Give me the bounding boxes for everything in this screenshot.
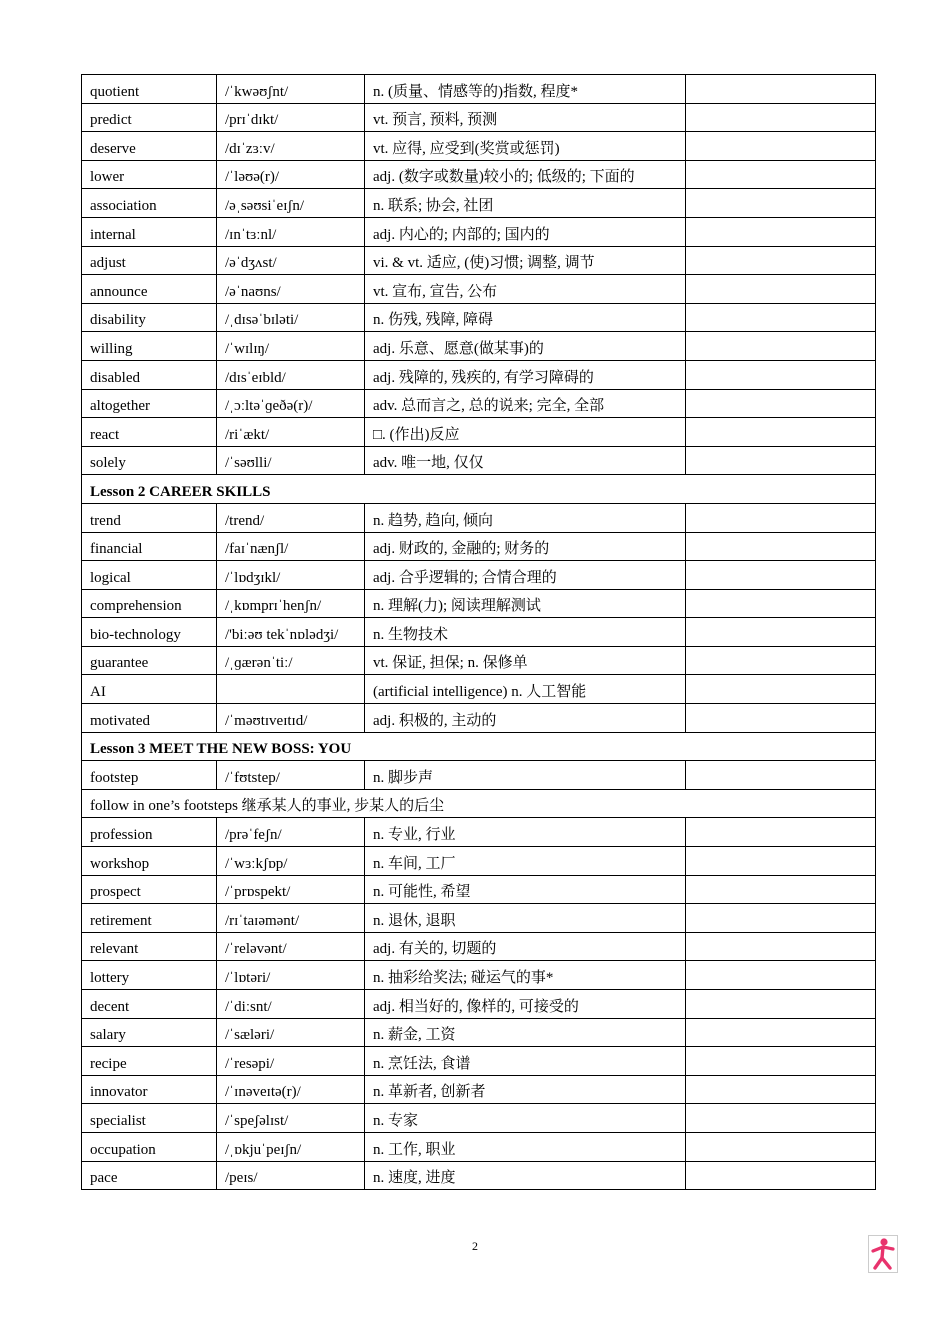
vocab-word-cell: workshop [82, 847, 217, 876]
vocab-phonetic-cell: /ˈlɒdʒɪkl/ [217, 561, 365, 590]
vocab-meaning-cell: adj. 合乎逻辑的; 合情合理的 [365, 561, 686, 590]
vocab-row [82, 503, 876, 532]
vocab-word-cell: bio-technology [82, 618, 217, 647]
vocab-row [82, 332, 876, 361]
vocab-note-cell [686, 847, 876, 876]
vocab-word-cell: occupation [82, 1132, 217, 1161]
vocab-phonetic-cell: /əˈdʒʌst/ [217, 246, 365, 275]
vocab-word-cell: adjust [82, 246, 217, 275]
vocab-word-cell: decent [82, 990, 217, 1019]
page-number: 2 [472, 1239, 478, 1253]
vocab-row [82, 904, 876, 933]
phrase-cell: follow in one’s footsteps 继承某人的事业, 步某人的后尘 [82, 789, 876, 818]
vocab-word-cell: disabled [82, 360, 217, 389]
vocab-word-cell: footstep [82, 761, 217, 790]
vocab-meaning-cell: adj. 积极的, 主动的 [365, 704, 686, 733]
vocab-row [82, 532, 876, 561]
vocab-phonetic-cell: /ˈwɜːkʃɒp/ [217, 847, 365, 876]
vocab-word-cell: profession [82, 818, 217, 847]
vocab-row [82, 160, 876, 189]
vocab-row [82, 446, 876, 475]
vocab-note-cell [686, 75, 876, 104]
vocab-phonetic-cell: /ˌɔːltəˈɡeðə(r)/ [217, 389, 365, 418]
vocab-phonetic-cell: /dɪˈzɜːv/ [217, 132, 365, 161]
vocab-note-cell [686, 990, 876, 1019]
vocab-note-cell [686, 160, 876, 189]
vocab-note-cell [686, 961, 876, 990]
vocab-row [82, 561, 876, 590]
vocab-row [82, 675, 876, 704]
vocab-row [82, 1075, 876, 1104]
vocab-word-cell: AI [82, 675, 217, 704]
vocab-phonetic-cell: /ˈlɒtəri/ [217, 961, 365, 990]
vocab-row [82, 303, 876, 332]
vocab-phonetic-cell: /ˈləʊə(r)/ [217, 160, 365, 189]
vocab-row [82, 246, 876, 275]
vocab-word-cell: guarantee [82, 646, 217, 675]
vocab-row [82, 761, 876, 790]
vocab-meaning-cell: n. 生物技术 [365, 618, 686, 647]
vocab-meaning-cell: n. 专家 [365, 1104, 686, 1133]
vocab-note-cell [686, 618, 876, 647]
vocab-meaning-cell: □. (作出)反应 [365, 418, 686, 447]
vocab-word-cell: lottery [82, 961, 217, 990]
vocab-meaning-cell: adj. 残障的, 残疾的, 有学习障碍的 [365, 360, 686, 389]
vocab-word-cell: relevant [82, 932, 217, 961]
vocab-meaning-cell: n. 革新者, 创新者 [365, 1075, 686, 1104]
vocab-phonetic-cell: /dɪsˈeɪbld/ [217, 360, 365, 389]
vocab-word-cell: react [82, 418, 217, 447]
vocab-note-cell [686, 332, 876, 361]
vocab-word-cell: innovator [82, 1075, 217, 1104]
vocab-word-cell: altogether [82, 389, 217, 418]
vocab-note-cell [686, 217, 876, 246]
vocab-phonetic-cell: /ˈprɒspekt/ [217, 875, 365, 904]
vocab-row [82, 217, 876, 246]
vocab-phonetic-cell: /ˈkwəʊʃnt/ [217, 75, 365, 104]
vocab-word-cell: logical [82, 561, 217, 590]
vocab-word-cell: recipe [82, 1047, 217, 1076]
vocab-meaning-cell: n. 车间, 工厂 [365, 847, 686, 876]
vocab-phonetic-cell: /ˌɡærənˈtiː/ [217, 646, 365, 675]
vocab-meaning-cell: adj. 财政的, 金融的; 财务的 [365, 532, 686, 561]
vocab-word-cell: announce [82, 275, 217, 304]
vocab-phonetic-cell: /əˈnaʊns/ [217, 275, 365, 304]
vocab-word-cell: quotient [82, 75, 217, 104]
vocab-note-cell [686, 418, 876, 447]
vocab-meaning-cell: n. 烹饪法, 食谱 [365, 1047, 686, 1076]
vocab-row [82, 418, 876, 447]
vocab-phonetic-cell: /ˈreləvənt/ [217, 932, 365, 961]
vocab-note-cell [686, 818, 876, 847]
lesson-heading: Lesson 2 CAREER SKILLS [82, 475, 876, 504]
phrase-row [82, 789, 876, 818]
vocab-row [82, 646, 876, 675]
vocab-meaning-cell: n. 脚步声 [365, 761, 686, 790]
vocab-meaning-cell: n. 薪金, 工资 [365, 1018, 686, 1047]
vocab-note-cell [686, 1047, 876, 1076]
vocab-meaning-cell: n. 可能性, 希望 [365, 875, 686, 904]
vocab-word-cell: predict [82, 103, 217, 132]
vocab-phonetic-cell [217, 675, 365, 704]
vocab-note-cell [686, 303, 876, 332]
vocab-note-cell [686, 532, 876, 561]
vocab-note-cell [686, 275, 876, 304]
vocab-meaning-cell: n. 理解(力); 阅读理解测试 [365, 589, 686, 618]
vocab-word-cell: pace [82, 1161, 217, 1190]
vocab-note-cell [686, 503, 876, 532]
vocab-phonetic-cell: /riˈækt/ [217, 418, 365, 447]
vocab-phonetic-cell: /'biːəʊ tekˈnɒlədʒi/ [217, 618, 365, 647]
vocab-phonetic-cell: /ˌɒkjuˈpeɪʃn/ [217, 1132, 365, 1161]
vocab-phonetic-cell: /ˈsəʊlli/ [217, 446, 365, 475]
vocab-word-cell: deserve [82, 132, 217, 161]
vocab-phonetic-cell: /ˌdɪsəˈbɪləti/ [217, 303, 365, 332]
vocab-note-cell [686, 1161, 876, 1190]
vocab-note-cell [686, 932, 876, 961]
vocab-note-cell [686, 189, 876, 218]
vocab-row [82, 189, 876, 218]
vocab-meaning-cell: vi. & vt. 适应, (使)习惯; 调整, 调节 [365, 246, 686, 275]
vocab-meaning-cell: n. 抽彩给奖法; 碰运气的事* [365, 961, 686, 990]
vocab-row [82, 389, 876, 418]
vocab-row [82, 618, 876, 647]
vocab-phonetic-cell: /ˈresəpi/ [217, 1047, 365, 1076]
vocab-word-cell: willing [82, 332, 217, 361]
vocab-note-cell [686, 675, 876, 704]
vocab-note-cell [686, 875, 876, 904]
vocab-word-cell: specialist [82, 1104, 217, 1133]
vocab-phonetic-cell: /ˈsæləri/ [217, 1018, 365, 1047]
vocab-meaning-cell: adv. 唯一地, 仅仅 [365, 446, 686, 475]
vocab-word-cell: prospect [82, 875, 217, 904]
vocab-meaning-cell: n. 工作, 职业 [365, 1132, 686, 1161]
vocab-word-cell: motivated [82, 704, 217, 733]
vocab-row [82, 360, 876, 389]
vocab-meaning-cell: (artificial intelligence) n. 人工智能 [365, 675, 686, 704]
vocab-row [82, 75, 876, 104]
vocab-note-cell [686, 1018, 876, 1047]
vocab-row [82, 1018, 876, 1047]
vocab-meaning-cell: n. 联系; 协会, 社团 [365, 189, 686, 218]
vocab-row [82, 704, 876, 733]
lesson-heading-row [82, 475, 876, 504]
vocab-note-cell [686, 561, 876, 590]
vocab-meaning-cell: adj. 内心的; 内部的; 国内的 [365, 217, 686, 246]
vocab-meaning-cell: adj. 乐意、愿意(做某事)的 [365, 332, 686, 361]
vocab-word-cell: disability [82, 303, 217, 332]
vocab-phonetic-cell: /rɪˈtaɪəmənt/ [217, 904, 365, 933]
vocab-phonetic-cell: /ˌkɒmprɪˈhenʃn/ [217, 589, 365, 618]
vocab-meaning-cell: n. 趋势, 趋向, 倾向 [365, 503, 686, 532]
vocab-meaning-cell: vt. 应得, 应受到(奖赏或惩罚) [365, 132, 686, 161]
vocab-meaning-cell: adj. (数字或数量)较小的; 低级的; 下面的 [365, 160, 686, 189]
vocab-row [82, 1132, 876, 1161]
vocab-phonetic-cell: /əˌsəʊsiˈeɪʃn/ [217, 189, 365, 218]
vocab-row [82, 589, 876, 618]
vocab-note-cell [686, 704, 876, 733]
vocab-meaning-cell: n. 伤残, 残障, 障碍 [365, 303, 686, 332]
vocab-row [82, 275, 876, 304]
vocab-word-cell: association [82, 189, 217, 218]
vocab-note-cell [686, 446, 876, 475]
vocab-word-cell: lower [82, 160, 217, 189]
vocab-meaning-cell: adj. 有关的, 切题的 [365, 932, 686, 961]
vocab-note-cell [686, 904, 876, 933]
vocab-phonetic-cell: /prɪˈdɪkt/ [217, 103, 365, 132]
vocab-phonetic-cell: /ˈfʊtstep/ [217, 761, 365, 790]
vocab-meaning-cell: vt. 宣布, 宣告, 公布 [365, 275, 686, 304]
vocab-phonetic-cell: /ˈspeʃəlɪst/ [217, 1104, 365, 1133]
vocab-note-cell [686, 389, 876, 418]
vocab-word-cell: internal [82, 217, 217, 246]
vocab-note-cell [686, 103, 876, 132]
vocab-meaning-cell: n. (质量、情感等的)指数, 程度* [365, 75, 686, 104]
vocab-meaning-cell: n. 退休, 退职 [365, 904, 686, 933]
vocab-row [82, 1161, 876, 1190]
vocab-meaning-cell: vt. 保证, 担保; n. 保修单 [365, 646, 686, 675]
vocab-phonetic-cell: /ɪnˈtɜːnl/ [217, 217, 365, 246]
vocab-note-cell [686, 1075, 876, 1104]
vocab-note-cell [686, 1104, 876, 1133]
vocab-meaning-cell: adv. 总而言之, 总的说来; 完全, 全部 [365, 389, 686, 418]
vocab-word-cell: comprehension [82, 589, 217, 618]
vocab-meaning-cell: vt. 预言, 预料, 预测 [365, 103, 686, 132]
vocab-row [82, 818, 876, 847]
vocab-phonetic-cell: /faɪˈnænʃl/ [217, 532, 365, 561]
vocab-row [82, 932, 876, 961]
vocab-row [82, 132, 876, 161]
vocab-word-cell: salary [82, 1018, 217, 1047]
vocab-meaning-cell: n. 专业, 行业 [365, 818, 686, 847]
vocab-note-cell [686, 246, 876, 275]
running-figure-logo-icon [868, 1235, 898, 1273]
vocab-note-cell [686, 1132, 876, 1161]
vocab-phonetic-cell: /ˈɪnəveɪtə(r)/ [217, 1075, 365, 1104]
vocab-note-cell [686, 132, 876, 161]
vocab-meaning-cell: adj. 相当好的, 像样的, 可接受的 [365, 990, 686, 1019]
vocab-word-cell: trend [82, 503, 217, 532]
vocab-note-cell [686, 360, 876, 389]
lesson-heading-row [82, 732, 876, 761]
vocab-phonetic-cell: /trend/ [217, 503, 365, 532]
vocab-note-cell [686, 589, 876, 618]
vocab-row [82, 847, 876, 876]
vocab-meaning-cell: n. 速度, 进度 [365, 1161, 686, 1190]
vocabulary-table [81, 74, 876, 1190]
vocab-phonetic-cell: /ˈdiːsnt/ [217, 990, 365, 1019]
vocab-row [82, 875, 876, 904]
vocab-word-cell: retirement [82, 904, 217, 933]
vocab-row [82, 961, 876, 990]
vocab-phonetic-cell: /ˈwɪlɪŋ/ [217, 332, 365, 361]
vocab-word-cell: solely [82, 446, 217, 475]
vocab-row [82, 1047, 876, 1076]
vocab-phonetic-cell: /prəˈfeʃn/ [217, 818, 365, 847]
lesson-heading: Lesson 3 MEET THE NEW BOSS: YOU [82, 732, 876, 761]
vocab-row [82, 103, 876, 132]
vocab-row [82, 990, 876, 1019]
vocab-phonetic-cell: /ˈməʊtɪveɪtɪd/ [217, 704, 365, 733]
vocab-word-cell: financial [82, 532, 217, 561]
vocab-note-cell [686, 761, 876, 790]
vocab-note-cell [686, 646, 876, 675]
vocab-row [82, 1104, 876, 1133]
vocab-phonetic-cell: /peɪs/ [217, 1161, 365, 1190]
